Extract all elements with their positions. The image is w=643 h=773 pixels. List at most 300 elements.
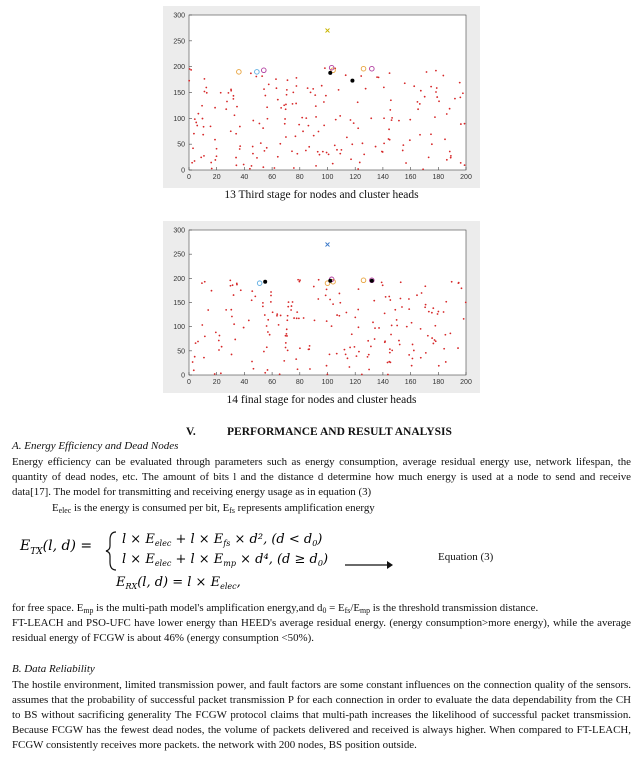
sensor-node-point bbox=[228, 92, 230, 94]
y-tick-label: 100 bbox=[173, 324, 185, 332]
sensor-node-point bbox=[374, 338, 376, 340]
sensor-node-point bbox=[279, 143, 281, 145]
sensor-node-point bbox=[292, 91, 294, 93]
sensor-node-point bbox=[412, 358, 414, 360]
sensor-node-point bbox=[291, 305, 293, 307]
sensor-node-point bbox=[370, 117, 372, 119]
sensor-node-point bbox=[275, 78, 277, 80]
sensor-node-point bbox=[192, 361, 194, 363]
y-tick-label: 0 bbox=[181, 167, 185, 175]
sensor-node-point bbox=[336, 353, 338, 355]
sensor-node-point bbox=[193, 133, 195, 135]
sensor-node-point bbox=[390, 99, 392, 101]
sensor-node-point bbox=[287, 306, 289, 308]
sensor-node-point bbox=[389, 352, 391, 354]
sensor-node-point bbox=[394, 309, 396, 311]
sensor-node-point bbox=[193, 369, 195, 371]
cluster-head-filled-point bbox=[263, 280, 267, 284]
sensor-node-point bbox=[308, 146, 310, 148]
sensor-node-point bbox=[194, 160, 196, 162]
sensor-node-point bbox=[314, 319, 316, 321]
sensor-node-point bbox=[243, 327, 245, 329]
x-tick-label: 40 bbox=[240, 174, 249, 181]
sensor-node-point bbox=[358, 326, 360, 328]
sensor-node-point bbox=[286, 319, 288, 321]
sensor-node-point bbox=[427, 335, 429, 337]
sub-mp-1: mp bbox=[83, 605, 94, 615]
sensor-node-point bbox=[296, 153, 298, 155]
sensor-node-point bbox=[211, 290, 213, 292]
paragraph-eelec bbox=[52, 501, 631, 519]
sensor-node-point bbox=[351, 333, 353, 335]
sensor-node-point bbox=[351, 143, 353, 145]
sensor-node-point bbox=[189, 68, 191, 70]
sensor-node-point bbox=[446, 113, 448, 115]
sensor-node-point bbox=[235, 157, 237, 159]
sensor-node-point bbox=[413, 350, 415, 352]
sensor-node-point bbox=[285, 342, 287, 344]
sensor-node-point bbox=[424, 96, 426, 98]
sensor-node-point bbox=[194, 356, 196, 358]
sensor-node-point bbox=[233, 294, 235, 296]
sensor-node-point bbox=[325, 294, 327, 296]
y-tick-label: 50 bbox=[177, 348, 185, 356]
sensor-node-point bbox=[218, 349, 220, 351]
sensor-node-point bbox=[322, 151, 324, 153]
sensor-node-point bbox=[196, 125, 198, 127]
sensor-node-point bbox=[383, 117, 385, 119]
sensor-node-point bbox=[235, 133, 237, 135]
sensor-node-point bbox=[388, 296, 390, 298]
sensor-node-point bbox=[339, 115, 341, 117]
sensor-node-point bbox=[419, 103, 421, 105]
sensor-node-point bbox=[314, 94, 316, 96]
sensor-node-point bbox=[248, 320, 250, 322]
sensor-node-point bbox=[464, 164, 466, 166]
sensor-node-point bbox=[288, 301, 290, 303]
sensor-node-point bbox=[234, 339, 236, 341]
y-tick-label: 200 bbox=[173, 275, 185, 283]
sensor-node-point bbox=[269, 334, 271, 336]
sensor-node-point bbox=[460, 123, 462, 125]
sensor-node-point bbox=[191, 162, 193, 164]
x-tick-label: 100 bbox=[321, 174, 334, 181]
paragraph-data-reliability: The hostile environment, limited transmission power, and fault factors are some constant influences on the connection quality of the sensors. assumes that the probability of successful packet transmission P for each connection in order to evaluate the data dependability from the CH to BS without sacrificing generality The FCGW protocol claims that multi-path increases the likelihood of successful packet transmission. Because FCGW has the fewest dead nodes, the volume of packets delivered and received is always higher. When compared to FT-LEACH, FCGW consistently receives more packets. the network with 200 nodes, BS position outside. bbox=[12, 679, 631, 751]
sensor-node-point bbox=[298, 317, 300, 319]
sensor-node-point bbox=[457, 282, 459, 284]
x-tick-label: 160 bbox=[404, 379, 417, 386]
sensor-node-point bbox=[274, 167, 276, 169]
sensor-node-point bbox=[338, 89, 340, 91]
plot-area bbox=[189, 15, 466, 170]
x-tick-label: 0 bbox=[187, 174, 191, 181]
sensor-node-point bbox=[231, 354, 233, 356]
sensor-node-point bbox=[385, 296, 387, 298]
sensor-node-point bbox=[340, 149, 342, 151]
sensor-node-point bbox=[232, 98, 234, 100]
y-tick-label: 150 bbox=[173, 90, 185, 97]
text-e: E bbox=[52, 502, 59, 514]
sensor-node-point bbox=[285, 104, 287, 106]
sensor-node-point bbox=[335, 119, 337, 121]
sensor-node-point bbox=[301, 117, 303, 119]
sensor-node-point bbox=[372, 321, 374, 323]
sensor-node-point bbox=[384, 340, 386, 342]
sensor-node-point bbox=[262, 305, 264, 307]
sensor-node-point bbox=[318, 131, 320, 133]
sub-0: 0 bbox=[322, 605, 327, 615]
sensor-node-point bbox=[296, 77, 298, 79]
sensor-node-point bbox=[409, 119, 411, 121]
sensor-node-point bbox=[286, 333, 288, 335]
x-tick-label: 120 bbox=[349, 379, 362, 386]
sensor-node-point bbox=[308, 348, 310, 350]
x-tick-label: 120 bbox=[349, 174, 362, 181]
sensor-node-point bbox=[358, 288, 360, 290]
sensor-node-point bbox=[405, 162, 407, 164]
cluster-head-filled-point bbox=[328, 279, 332, 283]
sensor-node-point bbox=[219, 335, 221, 337]
sensor-node-point bbox=[383, 142, 385, 144]
sensor-node-point bbox=[428, 156, 430, 158]
sensor-node-point bbox=[270, 301, 272, 303]
sensor-node-point bbox=[214, 159, 216, 161]
sensor-node-point bbox=[339, 153, 341, 155]
sensor-node-point bbox=[296, 311, 298, 313]
sensor-node-point bbox=[229, 279, 231, 281]
sensor-node-point bbox=[201, 105, 203, 107]
sensor-node-point bbox=[329, 353, 331, 355]
sensor-node-point bbox=[204, 336, 206, 338]
sensor-node-point bbox=[449, 151, 451, 153]
x-tick-label: 80 bbox=[295, 174, 304, 181]
sensor-node-point bbox=[285, 335, 287, 337]
sensor-node-point bbox=[450, 155, 452, 157]
sensor-node-point bbox=[295, 358, 297, 360]
sensor-node-point bbox=[203, 357, 205, 359]
sensor-node-point bbox=[298, 281, 300, 283]
sensor-node-point bbox=[303, 317, 305, 319]
sensor-node-point bbox=[419, 134, 421, 136]
sensor-node-point bbox=[292, 301, 294, 303]
sensor-node-point bbox=[424, 306, 426, 308]
sensor-node-point bbox=[268, 83, 270, 85]
sensor-node-point bbox=[390, 361, 392, 363]
sensor-node-point bbox=[396, 319, 398, 321]
cluster-head-filled-point bbox=[370, 279, 374, 283]
figure-14 bbox=[163, 221, 480, 393]
sensor-node-point bbox=[295, 103, 297, 105]
sensor-node-point bbox=[206, 92, 208, 94]
sensor-node-point bbox=[272, 311, 274, 313]
sensor-node-point bbox=[402, 150, 404, 152]
sensor-node-point bbox=[202, 134, 204, 136]
sensor-node-point bbox=[420, 90, 422, 92]
x-tick-label: 60 bbox=[268, 379, 276, 386]
sensor-node-point bbox=[449, 332, 451, 334]
sensor-node-point bbox=[381, 151, 383, 153]
sensor-node-point bbox=[266, 346, 268, 348]
sensor-node-point bbox=[326, 288, 328, 290]
sensor-node-point bbox=[261, 75, 263, 77]
sensor-node-point bbox=[283, 360, 285, 362]
figure-13-caption: 13 Third stage for nodes and cluster heads bbox=[224, 189, 419, 201]
sensor-node-point bbox=[252, 120, 254, 122]
y-tick-label: 150 bbox=[173, 300, 185, 307]
sensor-node-point bbox=[345, 312, 347, 314]
scatter-plot-14 bbox=[163, 221, 480, 393]
sensor-node-point bbox=[214, 139, 216, 141]
sensor-node-point bbox=[363, 153, 365, 155]
sensor-node-point bbox=[398, 340, 400, 342]
sensor-node-point bbox=[263, 351, 265, 353]
sensor-node-point bbox=[417, 101, 419, 103]
sensor-node-point bbox=[326, 373, 328, 375]
sensor-node-point bbox=[202, 118, 204, 120]
sensor-node-point bbox=[465, 301, 467, 303]
sensor-node-point bbox=[424, 285, 426, 287]
sensor-node-point bbox=[214, 373, 216, 375]
sensor-node-point bbox=[396, 325, 398, 327]
sensor-node-point bbox=[221, 346, 223, 348]
x-tick-label: 100 bbox=[321, 379, 334, 386]
sensor-node-point bbox=[345, 74, 347, 76]
text-amplification: represents amplification energy bbox=[234, 502, 375, 514]
sensor-node-point bbox=[354, 316, 356, 318]
paragraph-residual-energy: FT-LEACH and PSO-UFC have lower energy than HEED's average residual energy. (energy consumption>more energy), while the average residual energy of FCGW is about 46% (energy consumption <50%). bbox=[12, 617, 631, 644]
sensor-node-point bbox=[365, 88, 367, 90]
sensor-node-point bbox=[226, 101, 228, 103]
sensor-node-point bbox=[357, 309, 359, 311]
sensor-node-point bbox=[286, 94, 288, 96]
scatter-plot-13 bbox=[163, 6, 480, 188]
sensor-node-point bbox=[443, 348, 445, 350]
sensor-node-point bbox=[267, 331, 269, 333]
sensor-node-point bbox=[201, 324, 203, 326]
sensor-node-point bbox=[270, 291, 272, 293]
sensor-node-point bbox=[420, 328, 422, 330]
sensor-node-point bbox=[204, 281, 206, 283]
sensor-node-point bbox=[450, 157, 452, 159]
sensor-node-point bbox=[255, 76, 257, 78]
sensor-node-point bbox=[356, 355, 358, 357]
sensor-node-point bbox=[233, 95, 235, 97]
sensor-node-point bbox=[254, 295, 256, 297]
sensor-node-point bbox=[197, 113, 199, 115]
sensor-node-point bbox=[417, 108, 419, 110]
sensor-node-point bbox=[413, 85, 415, 87]
sensor-node-point bbox=[344, 349, 346, 351]
sensor-node-point bbox=[431, 312, 433, 314]
sensor-node-point bbox=[249, 168, 251, 170]
y-tick-label: 0 bbox=[181, 372, 185, 380]
y-tick-label: 300 bbox=[173, 12, 185, 20]
sensor-node-point bbox=[188, 80, 190, 82]
sensor-node-point bbox=[323, 101, 325, 103]
sensor-node-point bbox=[446, 159, 448, 161]
sensor-node-point bbox=[406, 326, 408, 328]
sensor-node-point bbox=[449, 108, 451, 110]
sensor-node-point bbox=[250, 72, 252, 74]
sensor-node-point bbox=[195, 342, 197, 344]
sensor-node-point bbox=[204, 91, 206, 93]
svg-text:ETX(l, d) =: $E_{TX}(l$, d) = bbox=[20, 538, 93, 557]
sensor-node-point bbox=[442, 75, 444, 77]
sensor-node-point bbox=[231, 316, 233, 318]
sensor-node-point bbox=[376, 76, 378, 78]
sensor-node-point bbox=[319, 154, 321, 156]
sensor-node-point bbox=[243, 164, 245, 166]
sensor-node-point bbox=[230, 309, 232, 311]
sensor-node-point bbox=[389, 72, 391, 74]
sensor-node-point bbox=[276, 87, 278, 89]
sensor-node-point bbox=[313, 135, 315, 137]
sensor-node-point bbox=[360, 75, 362, 77]
sensor-node-point bbox=[361, 373, 363, 375]
sensor-node-point bbox=[204, 78, 206, 80]
sensor-node-point bbox=[230, 130, 232, 132]
sensor-node-point bbox=[338, 315, 340, 317]
text-consumed: is the energy is consumed per bit, E bbox=[71, 502, 230, 514]
sensor-node-point bbox=[313, 286, 315, 288]
sensor-node-point bbox=[339, 302, 341, 304]
sensor-node-point bbox=[225, 309, 227, 311]
sub-mp-2: mp bbox=[360, 605, 371, 615]
x-tick-label: 40 bbox=[240, 379, 249, 386]
sensor-node-point bbox=[296, 85, 298, 87]
sub-fs: fs bbox=[344, 605, 351, 615]
sensor-node-point bbox=[240, 289, 242, 291]
sensor-node-point bbox=[349, 347, 351, 349]
sensor-node-point bbox=[293, 167, 295, 169]
sensor-node-point bbox=[432, 307, 434, 309]
svg-text:l × Eelec + l × Efs × d², (d <: $l \times E_{elec} + l \times E_{fs} \times d^2$, $(d < d_0)$ bbox=[122, 532, 323, 548]
sensor-node-point bbox=[434, 325, 436, 327]
sensor-node-point bbox=[326, 365, 328, 367]
sensor-node-point bbox=[359, 162, 361, 164]
sensor-node-point bbox=[409, 139, 411, 141]
sensor-node-point bbox=[200, 156, 202, 158]
sensor-node-point bbox=[252, 153, 254, 155]
sensor-node-point bbox=[411, 322, 413, 324]
sensor-node-point bbox=[332, 163, 334, 165]
x-tick-label: 200 bbox=[460, 379, 472, 386]
x-tick-label: 160 bbox=[404, 174, 417, 181]
sensor-node-point bbox=[391, 325, 393, 327]
sensor-node-point bbox=[270, 295, 272, 297]
sensor-node-point bbox=[367, 340, 369, 342]
sensor-node-point bbox=[264, 150, 266, 152]
sensor-node-point bbox=[285, 108, 287, 110]
sensor-node-point bbox=[278, 324, 280, 326]
sensor-node-point bbox=[445, 301, 447, 303]
sensor-node-point bbox=[331, 325, 333, 327]
sensor-node-point bbox=[211, 168, 213, 170]
x-tick-label: 200 bbox=[460, 174, 472, 181]
sensor-node-point bbox=[389, 139, 391, 141]
sensor-node-point bbox=[334, 144, 336, 146]
sensor-node-point bbox=[315, 105, 317, 107]
sensor-node-point bbox=[299, 347, 301, 349]
sensor-node-point bbox=[252, 146, 254, 148]
sensor-node-point bbox=[285, 136, 287, 138]
sensor-node-point bbox=[205, 87, 207, 89]
sensor-node-point bbox=[357, 127, 359, 129]
sensor-node-point bbox=[421, 292, 423, 294]
sensor-node-point bbox=[387, 374, 389, 376]
sensor-node-point bbox=[309, 345, 311, 347]
sensor-node-point bbox=[387, 362, 389, 364]
sensor-node-point bbox=[384, 312, 386, 314]
x-tick-label: 140 bbox=[377, 174, 389, 181]
sensor-node-point bbox=[457, 347, 459, 349]
sensor-node-point bbox=[266, 147, 268, 149]
sensor-node-point bbox=[349, 366, 351, 368]
sensor-node-point bbox=[438, 365, 440, 367]
sensor-node-point bbox=[400, 281, 402, 283]
sensor-node-point bbox=[203, 126, 205, 128]
y-tick-label: 200 bbox=[173, 64, 185, 72]
sensor-node-point bbox=[400, 298, 402, 300]
sensor-node-point bbox=[362, 142, 364, 144]
sensor-node-point bbox=[374, 327, 376, 329]
sensor-node-point bbox=[290, 309, 292, 311]
sensor-node-point bbox=[412, 344, 414, 346]
sensor-node-point bbox=[297, 368, 299, 370]
sensor-node-point bbox=[398, 120, 400, 122]
section-title: PERFORMANCE AND RESULT ANALYSIS bbox=[227, 426, 452, 438]
sensor-node-point bbox=[266, 106, 268, 108]
x-tick-label: 140 bbox=[377, 379, 389, 386]
sensor-node-point bbox=[194, 118, 196, 120]
sensor-node-point bbox=[286, 89, 288, 91]
sensor-node-point bbox=[332, 303, 334, 305]
sensor-node-point bbox=[350, 158, 352, 160]
sensor-node-point bbox=[317, 298, 319, 300]
sensor-node-point bbox=[297, 279, 299, 281]
sensor-node-point bbox=[287, 79, 289, 81]
sensor-node-point bbox=[388, 128, 390, 130]
figure-14-caption: 14 final stage for nodes and cluster heads bbox=[226, 394, 417, 406]
sensor-node-point bbox=[307, 87, 309, 89]
sensor-node-point bbox=[239, 148, 241, 150]
sensor-node-point bbox=[264, 95, 266, 97]
sensor-node-point bbox=[326, 152, 328, 154]
sensor-node-point bbox=[323, 125, 325, 127]
sensor-node-point bbox=[329, 299, 331, 301]
sensor-node-point bbox=[279, 373, 281, 375]
sensor-node-point bbox=[315, 165, 317, 167]
sensor-node-point bbox=[428, 311, 430, 313]
sensor-node-point bbox=[216, 155, 218, 157]
sensor-node-point bbox=[195, 122, 197, 124]
y-tick-label: 300 bbox=[173, 227, 185, 235]
sensor-node-point bbox=[280, 107, 282, 109]
sensor-node-point bbox=[391, 117, 393, 119]
sensor-node-point bbox=[235, 164, 237, 166]
sensor-node-point bbox=[207, 309, 209, 311]
sensor-node-point bbox=[296, 317, 298, 319]
sensor-node-point bbox=[201, 282, 203, 284]
sensor-node-point bbox=[305, 150, 307, 152]
x-tick-label: 20 bbox=[212, 379, 221, 386]
sensor-node-point bbox=[444, 334, 446, 336]
sensor-node-point bbox=[260, 142, 262, 144]
sensor-node-point bbox=[317, 151, 319, 153]
sensor-node-point bbox=[203, 155, 205, 157]
sensor-node-point bbox=[426, 71, 428, 73]
sensor-node-point bbox=[402, 144, 404, 146]
